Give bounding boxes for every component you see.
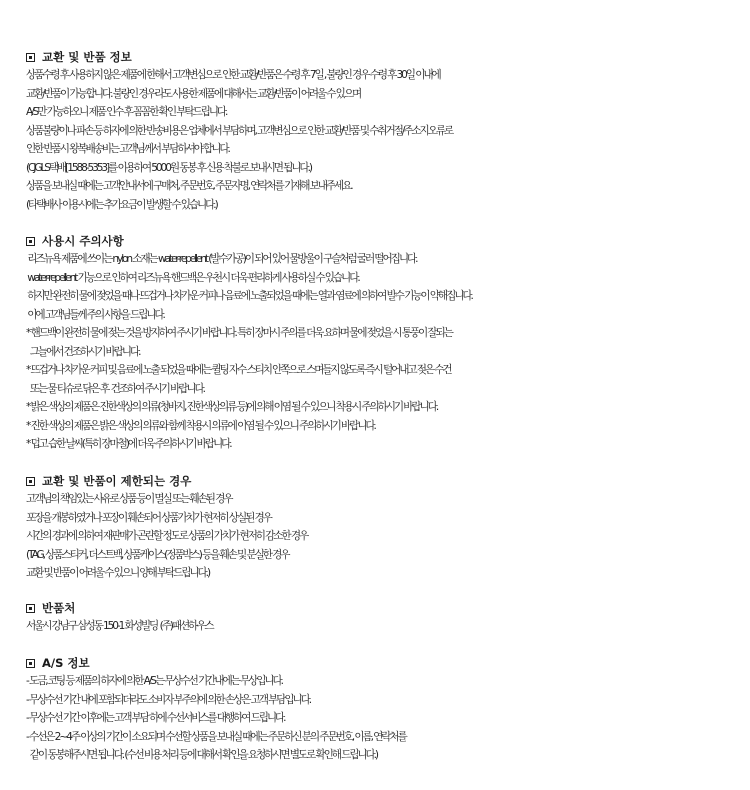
exchange-line: 인한 반품시 왕복배송비는 고객님께서 부담하셔야 합니다. <box>26 143 229 155</box>
square-bullet-icon <box>26 53 35 62</box>
caution-line: water-repellent 기능으로 인하여 리즈뉴욕 핸드백은 우천시 더욱 편리하게 사용하실 수 있습니다. <box>26 271 359 284</box>
exchange-line: 상품불량이나 파손 등 하자에 의한 반송비용은 업체에서 부담하며, 고객변심으로 인한 교환/반품 및 수취거절/주소지오류로 <box>26 124 453 137</box>
usage-caution-heading: 사용시 주의사항 <box>26 232 750 250</box>
restriction-line: (TAG, 상품스티커, 더스트백, 상품케이스(정품박스) 등을 훼손 및 분실한 경우 <box>26 548 289 561</box>
exchange-line: 교환/반품이 가능합니다. 불량인 경우라도 사용한 제품에 대해서는 교환/반품이 어려울 수 있으며 <box>26 87 361 100</box>
square-bullet-icon <box>26 477 35 486</box>
restriction-heading: 교환 및 반품이 제한되는 경우 <box>26 472 750 490</box>
exchange-line: 상품수령 후 사용하지 않은 제품에 한해서 고객변심으로 인한 교환/반품은 수령 후 7일 , 불량인 경우 수령 후 30일 이내에 <box>26 69 440 81</box>
as-info-line: - 무상수선 기간 내에 포함되더라도 소비자 부주의에 의한 손상은 고객 부담입니다. <box>26 693 311 706</box>
square-bullet-icon <box>26 604 35 613</box>
return-address-line: 서울시 강남구 삼성동 150-1 화성빌딩 (주)패션하우스 <box>26 620 213 632</box>
as-info-section <box>26 654 750 765</box>
as-info-heading: A/S 정보 <box>26 654 750 672</box>
restriction-line: 시간의 경과에 의하여 재판매가 곤란할 정도로 상품의 가치가 현저히 감소한 경우 <box>26 530 308 542</box>
caution-line: * 밝은 색상의 제품은 진한색상의 의류(청바지, 진한색상의류 등)에 의해 이염 될 수 있으니 착용시 주의하시기 바랍니다. <box>26 401 438 413</box>
caution-line: * 뜨겁거나 차가운 커피 및 음료에 노출 되었을 때에는 퀼팅 자수 스티치 안쪽으로 스며들지 않도록 즉시 털어내고 젖은 수건 <box>26 364 451 376</box>
return-address-heading: 반품처 <box>26 599 750 617</box>
caution-line: * 핸드백이 완전히 물에 젖는 것을 방지하여 주시기 바랍니다. 특히 장마시 주의를 더욱 요하며 물에 젖었을 시 통풍이 잘되는 <box>26 327 452 339</box>
caution-line: * 덥고 습한 날씨(특히 장마철)에 더욱 주의하시기 바랍니다. <box>26 438 231 450</box>
caution-line: 이에 고객님들께 주의 사항을 드립니다. <box>26 308 164 321</box>
as-info-line: - 도금, 코팅 등 제품의 하자에 의한 A/S는 무상수선 기간내에는 무상입니다. <box>26 675 282 687</box>
as-info-line: - 무상수선 기간 이후에는 고객 부담 하에 수선서비스를 대행하여 드립니다. <box>26 712 285 724</box>
caution-line: 또는 물 티슈로 닦은 후 건조하여 주시기 바랍니다. <box>26 382 204 395</box>
exchange-line: (타택배사 이용시에는 추가요금이 발생할 수 있습니다.) <box>26 198 217 211</box>
square-bullet-icon <box>26 659 35 668</box>
exchange-line: (CJGLS택배[1588-5353]를 이용하여 5000원 동봉 후 신용 착불로 보내시면 됩니다.) <box>26 161 311 174</box>
exchange-return-heading: 교환 및 반품 정보 <box>26 48 750 66</box>
as-info-line: - 수선은 2~4주 이상의 기간이 소요되며 수선할 상품을 보내실 때에는 주문하신 분의 주문번호, 이름, 연락처를 <box>26 730 406 743</box>
caution-line: 리즈뉴욕 제품에 쓰이는 nylon 소재는 water-repellent (발수가공)이 되어 있어 물방울이 구슬처럼 굴러 떨어집니다. <box>26 253 417 265</box>
caution-line: * 진한 색상의 제품은 밝은 색상의 의류와 함께 착용시 의류에 이염 될 수 있으니 주의하시기 바랍니다. <box>26 419 375 432</box>
restriction-line: 교환 및 반품이 어려울 수 있으니 양해 부탁드립니다.) <box>26 567 209 579</box>
caution-line: 그늘에서 건조하시기 바랍니다. <box>26 345 140 358</box>
restriction-line: 포장을 개봉하였거나 포장이 훼손되어 상품가치가 현저히 상실된 경우 <box>26 511 271 524</box>
caution-line: 하지만 완전히 물에 젖었을 때나 뜨겁거나 차가운 커피나 음료에 노출되었을 때에는 열과 염료에 의하여 발수 기능이 약해집니다. <box>26 290 472 302</box>
as-info-line: 같이 동봉해주시면 됩니다. (수선 비용 처리 등에 대해서 확인을 요청하시면 별도로 확인해 드립니다.) <box>26 749 377 761</box>
restriction-section <box>26 472 750 583</box>
return-address-section <box>26 599 750 636</box>
usage-caution-section <box>26 232 750 454</box>
restriction-line: 고객님의 책임있는 사유로 상품 등이 멸실 또는 훼손된 경우 <box>26 493 232 505</box>
exchange-return-section <box>26 48 750 214</box>
square-bullet-icon <box>26 237 35 246</box>
exchange-line: 상품을 보내실 때에는 고객안내서에 구매처, 주문번호, 주문자명, 연락처를 기재해 보내주세요. <box>26 180 352 192</box>
exchange-line: A/S만 가능하오니 제품 인수 후 꼼꼼한 확인 부탁드립니다. <box>26 106 227 118</box>
